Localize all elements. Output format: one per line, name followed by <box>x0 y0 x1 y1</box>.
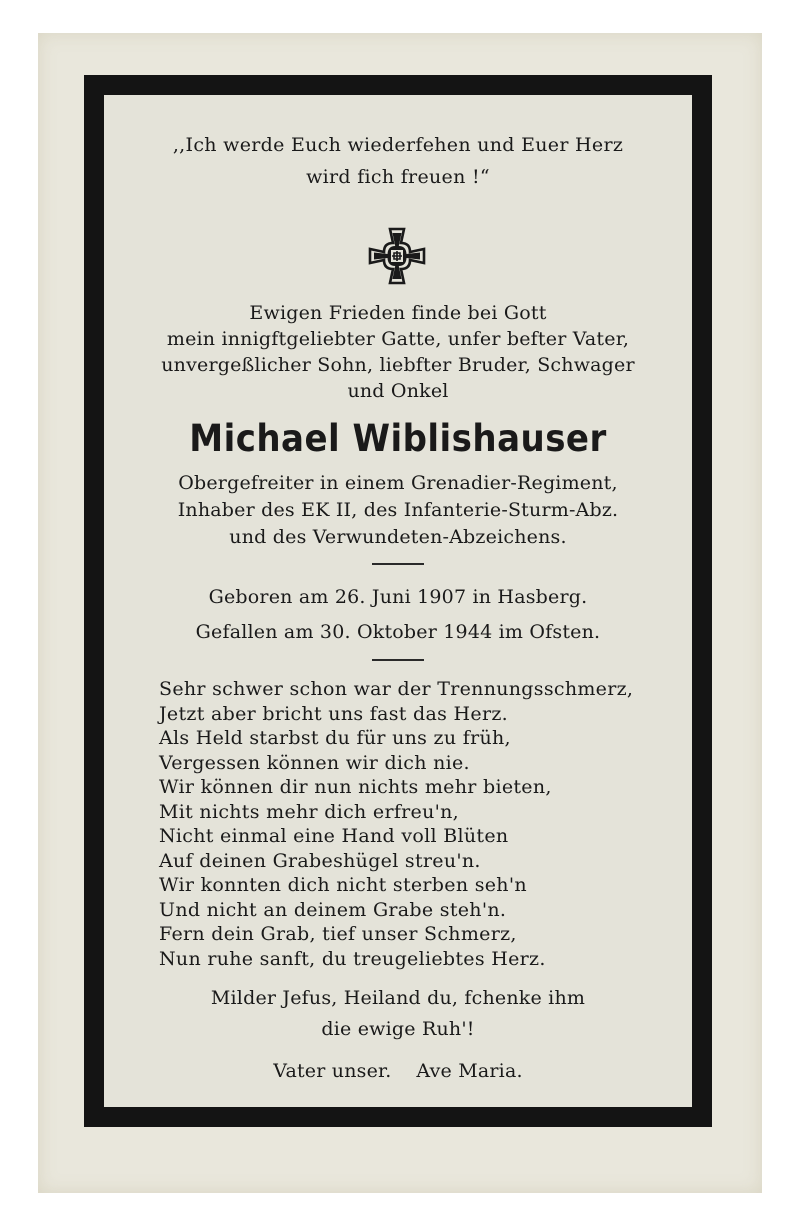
birth-date: Geboren am 26. Juni 1907 in Hasberg. <box>208 586 588 608</box>
divider-2 <box>372 659 424 661</box>
poem-line-4: Vergessen können wir dich nie. <box>159 751 470 774</box>
poem-line-8: Auf deinen Grabeshügel streu'n. <box>159 849 481 872</box>
poem-line-5: Wir können dir nun nichts mehr bieten, <box>159 776 552 798</box>
poem-line-7: Nicht einmal eine Hand voll Blüten <box>159 825 509 847</box>
prayer-line-1: Milder Jefus, Heiland du, fchenke ihm <box>210 987 586 1009</box>
poem-line-3: Als Held starbst du für uns zu früh, <box>159 727 511 749</box>
quote-line-1: ,,Ich werde Euch wiederfehen und Euer Herz <box>172 134 624 156</box>
iron-cross-icon <box>368 227 426 285</box>
intro-line-1: Ewigen Frieden finde bei Gott <box>249 302 547 324</box>
intro-line-2: mein innigftgeliebter Gatte, unfer befter Vater, <box>166 328 630 350</box>
black-mourning-border <box>84 75 712 1127</box>
prayer-line-2: die ewige Ruh'! <box>321 1018 475 1040</box>
closing-prayers: Vater unser. Ave Maria. <box>273 1060 523 1082</box>
intro-line-4: und Onkel <box>347 380 449 402</box>
memorial-poem <box>159 677 679 971</box>
rank-line-3: und des Verwundeten-Abzeichens. <box>229 526 567 548</box>
intro-line-3: unvergeßlicher Sohn, liebfter Bruder, Schwager <box>161 354 635 376</box>
poem-line-6: Mit nichts mehr dich erfreu'n, <box>159 800 460 823</box>
rank-line-1: Obergefreiter in einem Grenadier-Regiment, <box>178 472 618 494</box>
quote-line-2: wird fich freuen !“ <box>306 166 490 188</box>
poem-line-2: Jetzt aber bricht uns fast das Herz. <box>159 702 508 725</box>
divider-1 <box>372 563 424 565</box>
poem-line-11: Fern dein Grab, tief unser Schmerz, <box>159 923 517 945</box>
poem-line-10: Und nicht an deinem Grabe steh'n. <box>159 898 507 921</box>
death-date: Gefallen am 30. Oktober 1944 im Ofsten. <box>195 621 601 643</box>
poem-line-1: Sehr schwer schon war der Trennungsschmerz, <box>159 678 634 700</box>
card-text <box>104 95 692 1107</box>
deceased-name: Michael Wiblishauser <box>189 417 607 460</box>
poem-line-12: Nun ruhe sanft, du treugeliebtes Herz. <box>159 947 546 970</box>
poem-line-9: Wir konnten dich nicht sterben seh'n <box>159 874 527 896</box>
rank-line-2: Inhaber des EK II, des Infanterie-Sturm-Abz. <box>177 499 619 521</box>
memorial-card <box>38 33 762 1193</box>
